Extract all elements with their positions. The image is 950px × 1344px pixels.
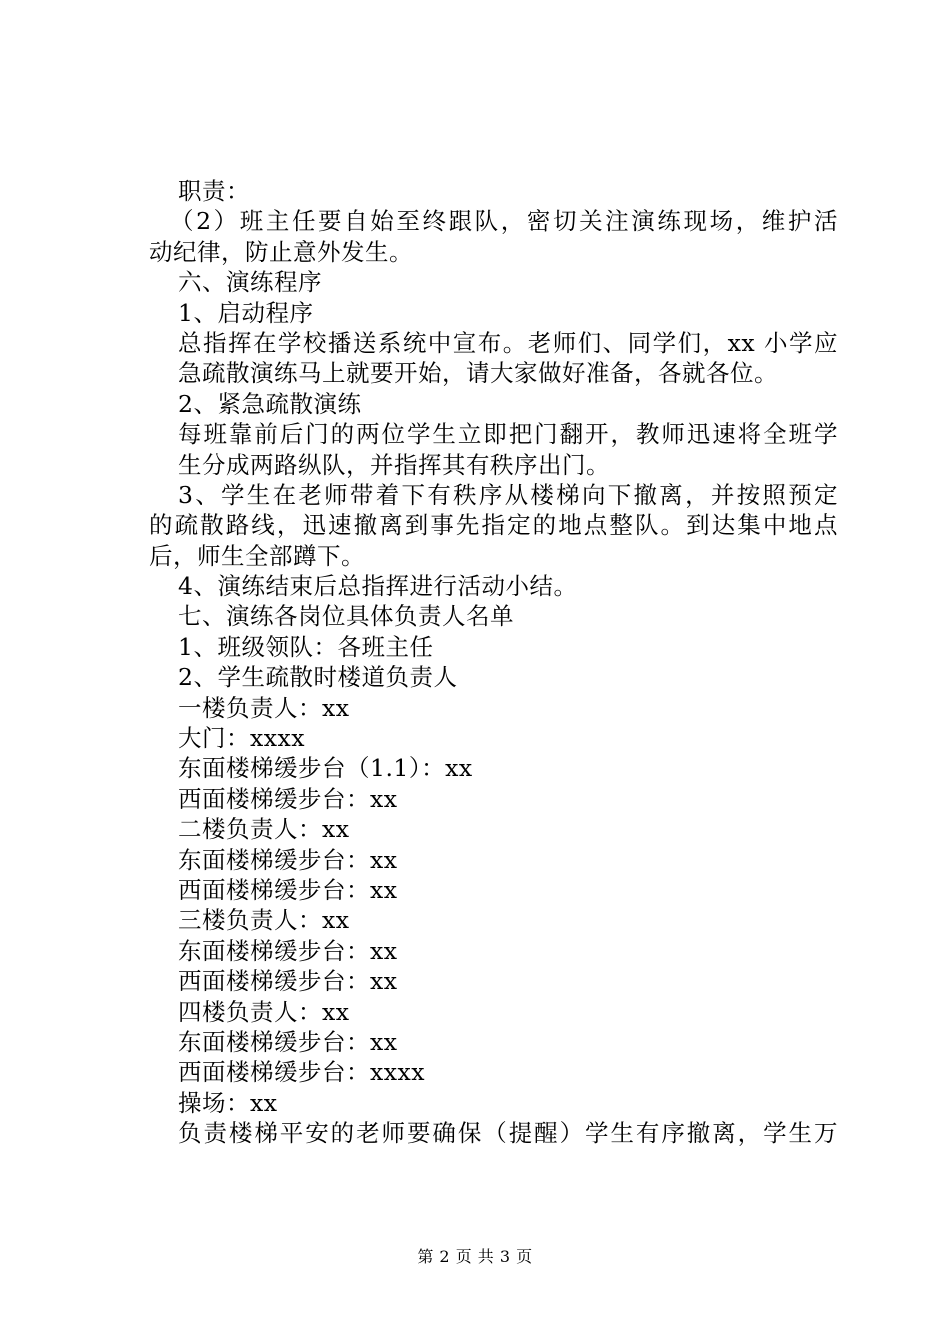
section-heading: 七、演练各岗位具体负责人名单 bbox=[178, 602, 514, 631]
subsection-heading: 2、紧急疏散演练 bbox=[178, 389, 362, 418]
text-line: 总指挥在学校播送系统中宣布。老师们、同学们，xx 小学应 bbox=[178, 328, 838, 357]
text-line: 负责楼梯平安的老师要确保（提醒）学生有序撤离，学生万 bbox=[178, 1119, 838, 1148]
list-item: 东面楼梯缓步台：xx bbox=[178, 1027, 398, 1056]
text-line: 的疏散路线，迅速撤离到事先指定的地点整队。到达集中地点 bbox=[149, 511, 838, 540]
text-line: 后，师生全部蹲下。 bbox=[149, 541, 365, 570]
page-number-footer: 第 2 页 共 3 页 bbox=[417, 1247, 533, 1266]
text-line: 2、学生疏散时楼道负责人 bbox=[178, 663, 458, 692]
list-item: 东面楼梯缓步台（1.1）：xx bbox=[178, 754, 473, 783]
list-item: 三楼负责人：xx bbox=[178, 906, 350, 935]
list-item: 一楼负责人：xx bbox=[178, 693, 350, 722]
list-item: 东面楼梯缓步台：xx bbox=[178, 936, 398, 965]
text-line: 每班靠前后门的两位学生立即把门翻开，教师迅速将全班学 bbox=[178, 420, 838, 449]
list-item: 大门：xxxx bbox=[178, 724, 306, 753]
text-line: 3、学生在老师带着下有秩序从楼梯向下撤离，并按照预定 bbox=[178, 480, 838, 509]
list-item: 东面楼梯缓步台：xx bbox=[178, 845, 398, 874]
text-line: 职责： bbox=[178, 177, 250, 205]
list-item: 四楼负责人：xx bbox=[178, 997, 350, 1026]
list-item: 操场：xx bbox=[178, 1088, 278, 1117]
text-line: 生分成两路纵队，并指挥其有秩序出门。 bbox=[178, 450, 610, 479]
list-item: 西面楼梯缓步台：xx bbox=[178, 967, 398, 996]
text-line: 动纪律，防止意外发生。 bbox=[149, 237, 413, 266]
text-line: 1、班级领队：各班主任 bbox=[178, 632, 434, 661]
list-item: 西面楼梯缓步台：xx bbox=[178, 784, 398, 813]
text-line: 4、演练结束后总指挥进行活动小结。 bbox=[178, 572, 578, 601]
section-heading: 六、演练程序 bbox=[178, 268, 322, 297]
subsection-heading: 1、启动程序 bbox=[178, 298, 314, 327]
list-item: 西面楼梯缓步台：xxxx bbox=[178, 1058, 426, 1087]
document-body bbox=[149, 176, 838, 1149]
list-item: 二楼负责人：xx bbox=[178, 815, 350, 844]
text-line: 急疏散演练马上就要开始，请大家做好准备，各就各位。 bbox=[178, 359, 778, 388]
list-item: 西面楼梯缓步台：xx bbox=[178, 875, 398, 904]
text-line: （2）班主任要自始至终跟队，密切关注演练现场，维护活 bbox=[170, 207, 838, 236]
